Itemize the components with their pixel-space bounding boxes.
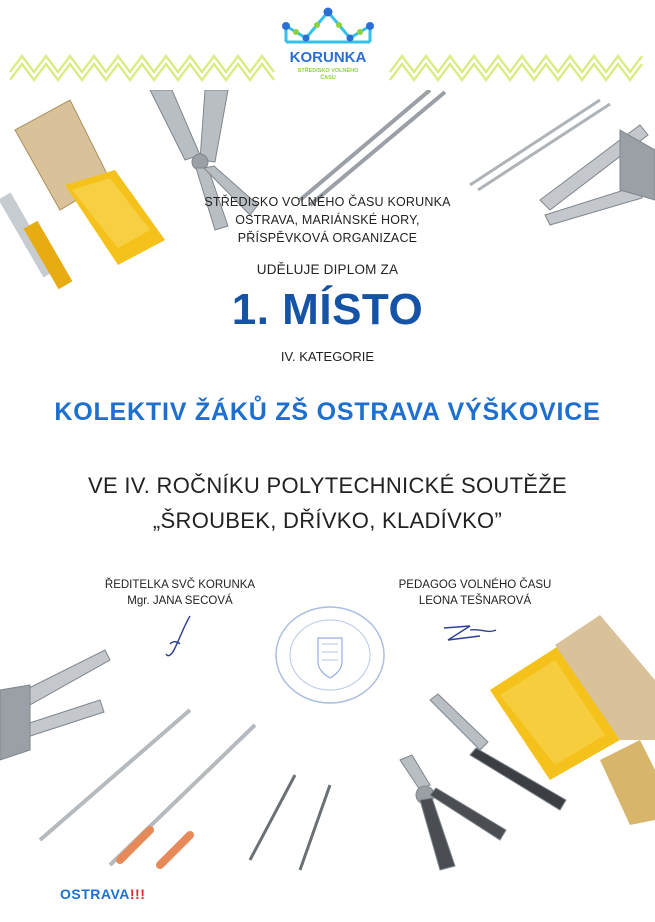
recipient: KOLEKTIV ŽÁKŮ ZŠ OSTRAVA VÝŠKOVICE bbox=[54, 398, 601, 426]
competition-line-1: VE IV. ROČNÍKU POLYTECHNICKÉ SOUTĚŽE bbox=[87, 473, 567, 498]
organization-line-1: STŘEDISKO VOLNÉHO ČASU KORUNKA bbox=[204, 195, 451, 209]
tweezers-icon bbox=[300, 90, 445, 205]
signature-role-left: ŘEDITELKA SVČ KORUNKA bbox=[104, 579, 256, 591]
place-title: 1. MÍSTO bbox=[231, 285, 424, 334]
ostrava-footer-logo bbox=[60, 886, 145, 902]
thread-snips-icon bbox=[0, 650, 110, 760]
award-intro: UDĚLUJE DIPLOM ZA bbox=[256, 262, 399, 277]
signature-name-left: Mgr. JANA SECOVÁ bbox=[127, 595, 233, 607]
signature-role-right: PEDAGOG VOLNÉHO ČASU bbox=[398, 579, 552, 591]
korunka-logo bbox=[278, 4, 378, 88]
pliers-icon bbox=[150, 90, 258, 230]
organization-line-3: PŘÍSPĚVKOVÁ ORGANIZACE bbox=[237, 231, 418, 245]
logo-name: KORUNKA bbox=[289, 49, 367, 66]
tools-illustration-bottom bbox=[0, 590, 655, 880]
tweezers-icon bbox=[40, 710, 255, 865]
tools-illustration-top bbox=[0, 90, 655, 290]
screwdriver-icon bbox=[250, 775, 330, 870]
paintbrush-icon bbox=[490, 615, 655, 825]
logo-subtitle-1: STŘEDISKO VOLNÉHO bbox=[297, 68, 359, 74]
signature-name-right: LEONA TEŠNAROVÁ bbox=[418, 595, 532, 607]
category: IV. KATEGORIE bbox=[280, 349, 375, 364]
competition-line-2: „ŠROUBEK, DŘÍVKO, KLADÍVKO” bbox=[152, 508, 503, 533]
organization-line-2: OSTRAVA, MARIÁNSKÉ HORY, bbox=[235, 213, 420, 227]
ostrava-logo-suffix: !!! bbox=[129, 886, 146, 902]
ostrava-logo-text: OSTRAVA bbox=[60, 886, 130, 902]
logo-subtitle-2: ČASU bbox=[320, 75, 336, 81]
